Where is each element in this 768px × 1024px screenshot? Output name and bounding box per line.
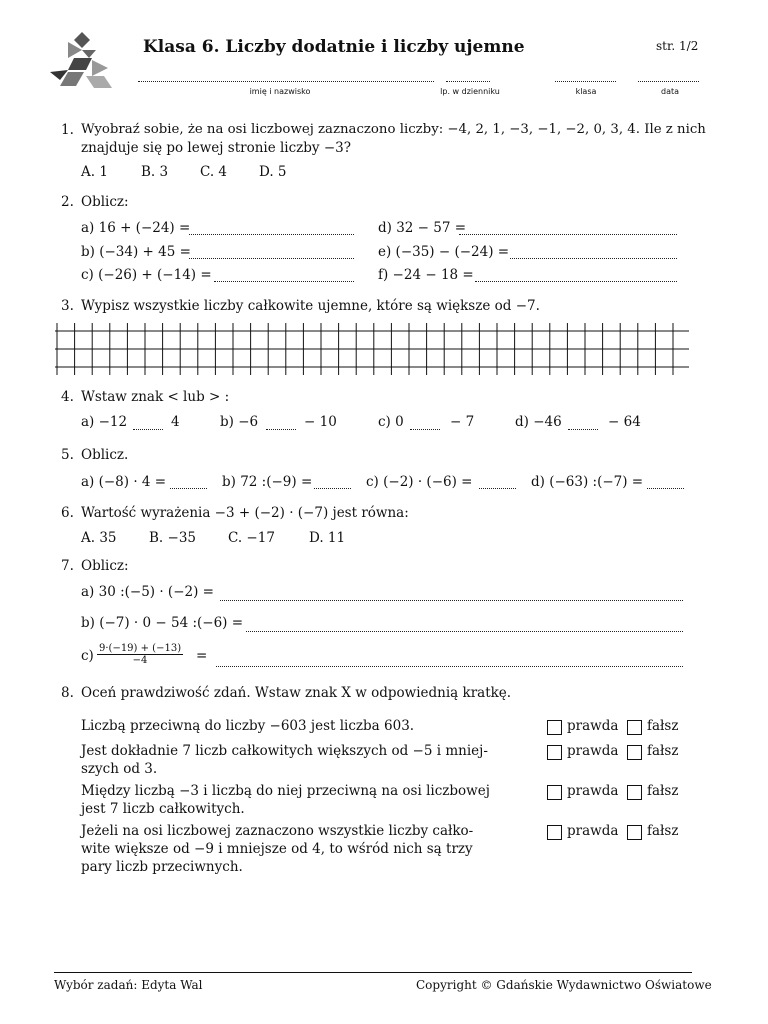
q7-number: 7.	[61, 558, 74, 574]
q8-s2-true-checkbox[interactable]	[547, 745, 562, 760]
q8-s4-true-label: prawda	[567, 823, 619, 839]
q4-answer-a[interactable]	[133, 429, 163, 430]
q1-text-line2: znajduje się po lewej stronie liczby −3?	[81, 140, 351, 156]
q8-statement-1: Liczbą przeciwną do liczby −603 jest liczba 603.	[81, 718, 415, 734]
q5-item-d: d) (−63) :(−7) =	[531, 474, 644, 490]
q4-answer-c[interactable]	[410, 429, 440, 430]
q1-option-c[interactable]: C. 4	[200, 164, 228, 180]
q3-number: 3.	[61, 298, 74, 314]
q4-item-b-left: b) −6	[220, 414, 259, 430]
q4-answer-d[interactable]	[568, 429, 598, 430]
q7-item-b: b) (−7) · 0 − 54 :(−6) =	[81, 615, 244, 631]
footer-copyright: Copyright © Gdańskie Wydawnictwo Oświatowe	[416, 978, 712, 992]
q5-item-a: a) (−8) · 4 =	[81, 474, 167, 490]
q8-s1-true-checkbox[interactable]	[547, 720, 562, 735]
q7-item-c-equals: =	[196, 648, 208, 664]
q2-answer-d[interactable]	[459, 234, 677, 235]
q8-s4-true-checkbox[interactable]	[547, 825, 562, 840]
q7-item-c-fraction	[97, 643, 183, 666]
q8-number: 8.	[61, 685, 74, 701]
q2-answer-b[interactable]	[189, 258, 354, 259]
q8-s3-true-checkbox[interactable]	[547, 785, 562, 800]
q5-answer-c[interactable]	[479, 488, 516, 489]
q5-answer-d[interactable]	[647, 488, 684, 489]
q7-fraction-denominator: −4	[132, 655, 148, 666]
q8-statement-2-line1: Jest dokładnie 7 liczb całkowitych większych od −5 i mniej-	[81, 743, 488, 759]
q4-item-d-right: − 64	[608, 414, 641, 430]
class-field-line[interactable]	[555, 81, 616, 82]
q1-option-a[interactable]: A. 1	[81, 164, 108, 180]
q4-item-a-left: a) −12	[81, 414, 128, 430]
q7-text: Oblicz:	[81, 558, 129, 574]
q2-item-a: a) 16 + (−24) =	[81, 220, 191, 236]
q2-answer-a[interactable]	[189, 234, 354, 235]
q7-fraction-numerator: 9·(−19) + (−13)	[99, 643, 182, 654]
class-field-label: klasa	[575, 87, 597, 96]
q6-option-b[interactable]: B. −35	[149, 530, 196, 546]
q6-option-a[interactable]: A. 35	[81, 530, 117, 546]
footer-divider	[54, 972, 692, 973]
q3-answer-grid[interactable]	[55, 323, 689, 375]
q1-number: 1.	[61, 122, 74, 138]
page-number: str. 1/2	[656, 39, 699, 53]
q8-s2-true-label: prawda	[567, 743, 619, 759]
q4-item-d-left: d) −46	[515, 414, 562, 430]
name-field-label: imię i nazwisko	[249, 87, 311, 96]
q2-item-f: f) −24 − 18 =	[378, 267, 474, 283]
q5-answer-a[interactable]	[170, 488, 207, 489]
q4-item-c-right: − 7	[450, 414, 475, 430]
q6-text: Wartość wyrażenia −3 + (−2) · (−7) jest równa:	[81, 505, 409, 521]
q8-s3-false-checkbox[interactable]	[627, 785, 642, 800]
q8-s3-false-label: fałsz	[647, 783, 679, 799]
q2-item-d: d) 32 − 57 =	[378, 220, 467, 236]
q4-text: Wstaw znak < lub > :	[81, 389, 230, 405]
q8-statement-3-line2: jest 7 liczb całkowitych.	[81, 801, 245, 817]
q2-number: 2.	[61, 194, 74, 210]
q1-option-b[interactable]: B. 3	[141, 164, 169, 180]
q5-answer-b[interactable]	[314, 488, 351, 489]
q4-item-a-right: 4	[171, 414, 180, 430]
q8-statement-4-line3: pary liczb przeciwnych.	[81, 859, 243, 875]
q2-answer-f[interactable]	[475, 281, 677, 282]
q2-item-e: e) (−35) − (−24) =	[378, 244, 510, 260]
q5-item-b: b) 72 :(−9) =	[222, 474, 313, 490]
q6-option-d[interactable]: D. 11	[309, 530, 346, 546]
q5-text: Oblicz.	[81, 447, 129, 463]
q1-option-d[interactable]: D. 5	[259, 164, 287, 180]
q8-statement-4-line1: Jeżeli na osi liczbowej zaznaczono wszystkie liczby całko-	[81, 823, 474, 839]
date-field-label: data	[660, 87, 680, 96]
q7-answer-c[interactable]	[216, 666, 683, 667]
q7-item-c-prefix: c)	[81, 648, 94, 664]
q7-item-a: a) 30 :(−5) · (−2) =	[81, 584, 214, 600]
q8-s1-false-checkbox[interactable]	[627, 720, 642, 735]
q3-text: Wypisz wszystkie liczby całkowite ujemne, które są większe od −7.	[81, 298, 540, 314]
q8-s2-false-label: fałsz	[647, 743, 679, 759]
footer-author: Wybór zadań: Edyta Wal	[54, 978, 203, 992]
register-number-field-label: lp. w dzienniku	[440, 87, 500, 96]
q7-answer-a[interactable]	[220, 600, 683, 601]
q2-item-c: c) (−26) + (−14) =	[81, 267, 212, 283]
q8-statement-4-line2: wite większe od −9 i mniejsze od 4, to wśród nich są trzy	[81, 841, 473, 857]
q4-number: 4.	[61, 389, 74, 405]
q8-s4-false-checkbox[interactable]	[627, 825, 642, 840]
q8-s1-false-label: fałsz	[647, 718, 679, 734]
q8-statement-2-line2: szych od 3.	[81, 761, 158, 777]
q1-text-line1: Wyobraź sobie, że na osi liczbowej zaznaczono liczby: −4, 2, 1, −3, −1, −2, 0, 3, 4. Ile z nich	[81, 122, 706, 137]
q8-s4-false-label: fałsz	[647, 823, 679, 839]
q2-item-b: b) (−34) + 45 =	[81, 244, 191, 260]
q8-s1-true-label: prawda	[567, 718, 619, 734]
date-field-line[interactable]	[638, 81, 699, 82]
q6-number: 6.	[61, 505, 74, 521]
q4-item-b-right: − 10	[304, 414, 337, 430]
q8-s2-false-checkbox[interactable]	[627, 745, 642, 760]
q7-answer-b[interactable]	[246, 631, 683, 632]
q4-item-c-left: c) 0	[378, 414, 404, 430]
q8-statement-3-line1: Między liczbą −3 i liczbą do niej przeciwną na osi liczbowej	[81, 783, 490, 799]
q2-text: Oblicz:	[81, 194, 129, 210]
q2-answer-c[interactable]	[214, 281, 354, 282]
register-number-field-line[interactable]	[446, 81, 490, 82]
q5-number: 5.	[61, 447, 74, 463]
q8-text: Oceń prawdziwość zdań. Wstaw znak X w odpowiednią kratkę.	[81, 685, 512, 701]
page-title: Klasa 6. Liczby dodatnie i liczby ujemne	[143, 37, 525, 57]
publisher-logo	[48, 32, 116, 88]
q5-item-c: c) (−2) · (−6) =	[366, 474, 473, 490]
q4-answer-b[interactable]	[266, 429, 296, 430]
q8-s3-true-label: prawda	[567, 783, 619, 799]
q6-option-c[interactable]: C. −17	[228, 530, 275, 546]
name-field-line[interactable]	[138, 81, 434, 82]
q2-answer-e[interactable]	[510, 258, 677, 259]
